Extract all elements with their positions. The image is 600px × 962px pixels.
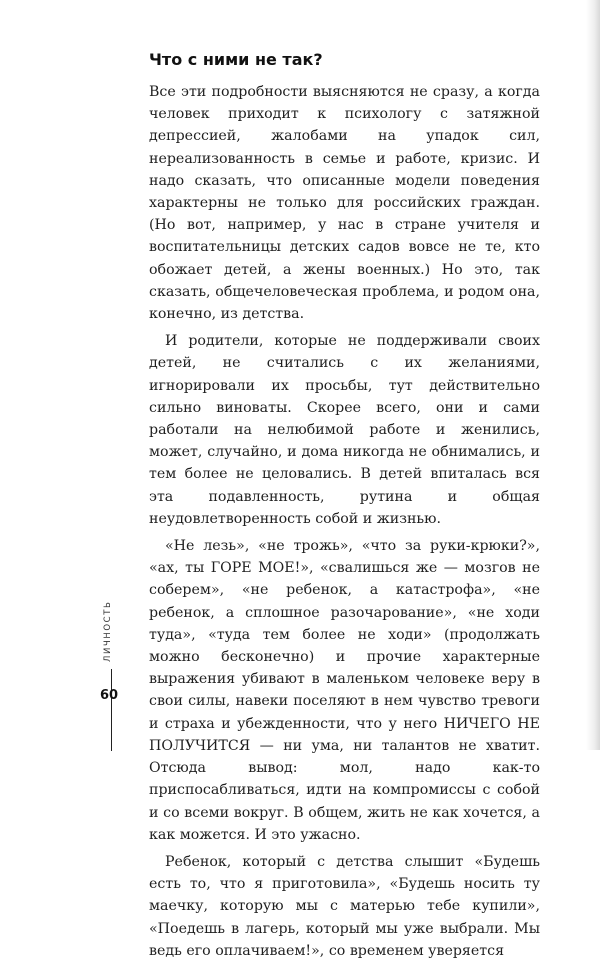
chapter-label: ЛИЧНОСТЬ (103, 600, 113, 662)
section-heading: Что с ними не так? (149, 50, 323, 69)
paragraph-4: Ребенок, который с детства слышит «Будешь есть то, что я приготовила», «Будешь носить ту маечку, которую мы с матерью тебе купили», «Поедешь в лагерь, который мы уже выбрали. Мы ведь его оплачиваем!», со временем уверяется (149, 853, 540, 959)
paragraph-2: И родители, которые не поддерживали своих детей, не считались с их желаниями, игнорировали их просьбы, тут действительно сильно виноваты. Скорее всего, они и сами работали на нелюбимой работе и женились, может, случайно, и дома никогда не обнимались, и тем более не целовались. В детей впиталась вся эта подавленность, рутина и общая неудовлетворенность собой и жизнью. (149, 333, 540, 527)
page-number: 60 (100, 688, 119, 703)
margin-rule (111, 669, 112, 751)
page-edge-shadow (586, 0, 600, 750)
paragraph-3: «Не лезь», «не трожь», «что за руки-крюки?», «ах, ты ГОРЕ МОЕ!», «свалишься же — мозгов не соберем», «не ребенок, а катастрофа», «не ребенок, а сплошное разочарование», «не ходи туда», «туда тем более не ходи» (продолжать можно бесконечно) и прочие характерные выражения убивают в маленьком человеке веру в свои силы, навеки поселяют в нем чувство тревоги и страха и убежденности, что у него НИЧЕГО НЕ ПОЛУЧИТСЯ — ни ума, ни талантов не хватит. Отсюда вывод: мол, надо как-то приспосабливаться, идти на компромиссы с собой и со всеми вокруг. В общем, жить не как хочется, а как можется. И это ужасно. (149, 538, 540, 843)
paragraph-1: Все эти подробности выясняются не сразу, а когда человек приходит к психологу с затяжной депрессией, жалобами на упадок сил, нереализованность в семье и работе, кризис. И надо сказать, что описанные модели поведения характерны не только для российских граждан. (Но вот, например, у нас в стране учителя и воспитательницы детских садов вовсе не те, кто обожает детей, а жены военных.) Но это, так сказать, общечеловеческая проблема, и родом она, конечно, из детства. (149, 84, 540, 323)
body-text (149, 81, 540, 962)
